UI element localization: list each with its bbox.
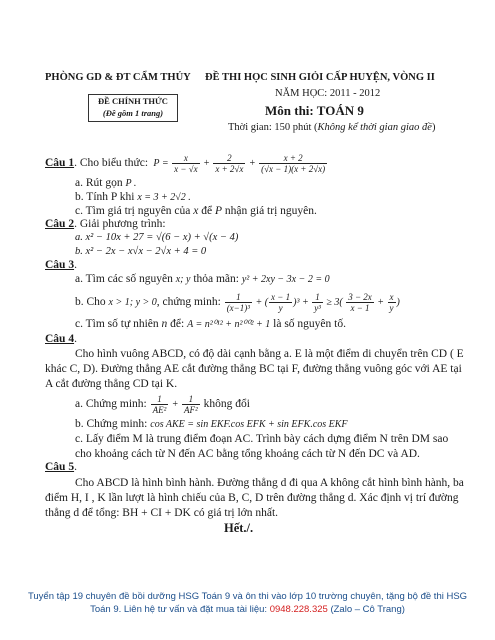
school-year: NĂM HỌC: 2011 - 2012: [275, 88, 381, 99]
official-label: ĐỀ CHÍNH THỨC: [98, 96, 168, 106]
question-4a: a. Chứng minh: $\frac{1}{\text{AE²}}$ + $\frac{1}{\text{AF²}}$ không đổi: [75, 394, 250, 415]
subject-title: Môn thi: TOÁN 9: [265, 103, 364, 118]
question-4-body: Cho hình vuông ABCD, có độ dài cạnh bằng a. E là một điểm di chuyển trên CD ( E khác C, D). Đường thẳng AE cắt đường thẳng BC tại F, đường thẳng vuông góc với AE tại A cắt đường thẳng CD tại K.: [45, 348, 464, 390]
page-count-note: (Đề gồm 1 trang): [102, 108, 164, 118]
time-limit: Thời gian: 150 phút (Không kể thời gian giao đề): [228, 122, 436, 133]
question-1-line: [45, 153, 328, 174]
question-1a: a. Rút gọn P .: [75, 177, 137, 189]
question-5-title: Câu 5.: [45, 461, 77, 473]
question-3b: b. Cho x > 1; y > 0, chứng minh: $\frac{1}{\text{(x−1)³}}$ + ( $\frac{x - 1}{y}$ )³ + $\frac{1}{\text{y³}}$ ≥ 3( $\frac{3 - 2x}{x - 1}$ + $\frac{x}{y}$ ): [75, 292, 400, 313]
question-4b: b. Chứng minh: cos AKE = sin EKF.cos EFK + sin EFK.cos EKF: [75, 418, 348, 430]
question-2-line: Câu 2. Giải phương trình:: [45, 218, 166, 230]
question-1c: c. Tìm giá trị nguyên của x để P nhận giá trị nguyên.: [75, 205, 317, 217]
question-1b: b. Tính P khi x = 3 + 2√2 .: [75, 191, 191, 203]
footer-line-1: Tuyển tập 19 chuyên đề bồi dưỡng HSG Toán 9 và ôn thi vào lớp 10 trường chuyên, tặng bộ đề thi HSG: [27, 591, 468, 602]
exam-title: ĐỀ THI HỌC SINH GIỎI CẤP HUYỆN, VÒNG II: [205, 72, 435, 83]
question-2b: b. x² − 2x − x√x − 2√x + 4 = 0: [75, 246, 207, 257]
question-1-intro: . Cho biểu thức:: [74, 156, 149, 169]
question-5-body: Cho ABCD là hình bình hành. Đường thẳng d đi qua A không cắt hình bình hành, ba điểm H, I , K lần lượt là hình chiếu của B, C, D trên đường thẳng d. Xác định vị trí đường thẳng d để tổng: BH + CI + DK có giá trị lớn nhất.: [45, 477, 464, 519]
department-title: PHÒNG GD & ĐT CẨM THỦY: [45, 72, 191, 83]
expression-p: P = $\frac{x}{x - √x}$ + $\frac{2}{x + 2√x}$ + $\frac{x + 2}{(√x - 1)(x + 2√x)}$: [150, 153, 326, 174]
question-1-title: Câu 1: [45, 156, 75, 169]
footer-line-2: Toán 9. Liên hệ tư vấn và đặt mua tài liệu: 0948.228.325 (Zalo – Cô Trang): [90, 604, 405, 615]
phone-number: 0948.228.325: [269, 604, 328, 615]
question-4c: c. Lấy điểm M là trung điểm đoạn AC. Trình bày cách dựng điểm N trên DM sao cho khoảng cách từ N đến AC bằng tổng khoảng cách từ N đến DC và AD.: [75, 433, 449, 460]
question-4-title: Câu 4.: [45, 333, 77, 345]
question-3c: c. Tìm số tự nhiên n để: A = n²⁰¹² + n²⁰⁰² + 1 là số nguyên tố.: [75, 318, 346, 330]
question-3a: a. Tìm các số nguyên x; y thỏa mãn: y² + 2xy − 3x − 2 = 0: [75, 273, 330, 285]
question-3-title: Câu 3.: [45, 259, 77, 271]
official-exam-box: [88, 94, 178, 122]
inequality-expression: $\frac{1}{\text{(x−1)³}}$ + ( $\frac{x - 1}{y}$ )³ + $\frac{1}{\text{y³}}$ ≥ 3( $\frac{3 - 2x}{x - 1}$ + $\frac{x}{y}$ ): [226, 292, 400, 313]
question-2a: a. x² − 10x + 27 = √(6 − x) + √(x − 4): [75, 232, 239, 243]
end-mark: Hết./.: [224, 521, 254, 535]
